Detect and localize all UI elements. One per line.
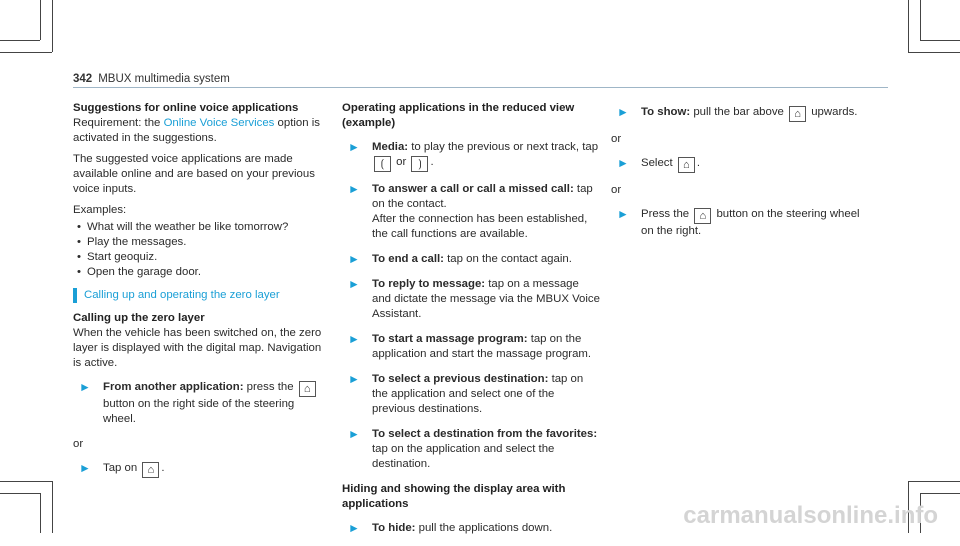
- list-item: • Start geoquiz.: [73, 250, 323, 265]
- page-number: 342: [73, 73, 93, 85]
- crop-mark: [920, 0, 921, 40]
- zero-layer-text: When the vehicle has been switched on, the zero layer is displayed with the digital map. Navigation is active.: [73, 327, 322, 369]
- examples-label: Examples:: [73, 204, 127, 216]
- or-text: or: [611, 184, 622, 196]
- page-title: MBUX multimedia system: [98, 73, 230, 85]
- heading-suggestions: Suggestions for online voice applications: [73, 102, 299, 114]
- step-item: ► To show: pull the bar above ⌂ upwards.: [617, 105, 858, 120]
- crop-mark: [0, 52, 52, 53]
- crop-mark: [40, 493, 41, 533]
- step-item: ► Select ⌂ .: [617, 156, 701, 171]
- column-right: [611, 101, 869, 249]
- arrow-bullet-icon: ►: [348, 140, 360, 154]
- examples-list: [73, 220, 323, 280]
- crop-mark: [920, 493, 960, 494]
- step-item: ► To hide: pull the applications down.: [348, 521, 553, 535]
- page-header: [73, 72, 230, 87]
- crop-mark: [40, 0, 41, 40]
- arrow-bullet-icon: ►: [617, 207, 629, 221]
- crop-mark: [52, 481, 53, 533]
- crop-mark: [908, 481, 960, 482]
- arrow-bullet-icon: ►: [348, 277, 360, 291]
- home-icon: ⌂: [142, 462, 159, 478]
- step-item: ► Press the ⌂ button on the steering wheel on the right.: [617, 207, 860, 237]
- step-item: ► To select a previous destination: tap on the application and select one of the previous destinations.: [348, 372, 584, 415]
- step-item: ► To start a massage program: tap on the application and start the massage program.: [348, 332, 592, 360]
- crop-mark: [908, 0, 909, 52]
- crop-mark: [52, 0, 53, 52]
- arrow-bullet-icon: ►: [79, 380, 91, 394]
- arrow-bullet-icon: ►: [348, 427, 360, 441]
- home-icon: ⌂: [694, 208, 711, 224]
- column-middle: [342, 101, 600, 546]
- subheading-zero-layer: Calling up the zero layer: [73, 312, 205, 324]
- crop-mark: [0, 481, 52, 482]
- crop-mark: [0, 40, 40, 41]
- column-left: [73, 101, 323, 488]
- header-rule: [73, 87, 888, 88]
- crop-mark: [908, 52, 960, 53]
- section-title: Calling up and operating the zero layer: [73, 288, 323, 303]
- heading-hiding-showing: Hiding and showing the display area with applications: [342, 483, 566, 510]
- arrow-bullet-icon: ►: [348, 252, 360, 266]
- or-text: or: [611, 133, 622, 145]
- step-item: ► To end a call: tap on the contact again.: [348, 252, 572, 266]
- arrow-bullet-icon: ►: [348, 372, 360, 386]
- list-item: • What will the weather be like tomorrow?: [73, 220, 323, 235]
- arrow-bullet-icon: ►: [617, 156, 629, 170]
- step-item: ► To answer a call or call a missed call: tap on the contact. After the connection has been established, the call functions are available.: [348, 182, 593, 240]
- list-item: • Play the messages.: [73, 235, 323, 250]
- skip-forward-icon: ⟯: [411, 156, 428, 172]
- step-item: ► Tap on ⌂ .: [79, 461, 165, 476]
- step-item: ► Media: to play the previous or next track, tap ⟮ or ⟯ .: [348, 140, 599, 170]
- requirement-text: Requirement: the Online Voice Services option is activated in the suggestions.: [73, 117, 320, 144]
- intro-text: The suggested voice applications are made available online and are based on your previous voice inputs.: [73, 153, 315, 195]
- arrow-bullet-icon: ►: [348, 182, 360, 196]
- or-text: or: [73, 438, 84, 450]
- list-item: • Open the garage door.: [73, 265, 323, 280]
- step-item: ► To select a destination from the favorites: tap on the application and select the destination.: [348, 427, 598, 470]
- online-voice-services-link: Online Voice Services: [163, 117, 275, 129]
- watermark: carmanualsonline.info: [683, 502, 938, 529]
- home-icon: ⌂: [299, 381, 316, 397]
- arrow-bullet-icon: ►: [617, 105, 629, 119]
- step-item: ► From another application: press the ⌂ button on the right side of the steering wheel.: [73, 380, 323, 427]
- step-item: ► To reply to message: tap on a message and dictate the message via the MBUX Voice Assistant.: [348, 277, 600, 320]
- arrow-bullet-icon: ►: [348, 521, 360, 535]
- heading-reduced-view: Operating applications in the reduced view (example): [342, 102, 575, 129]
- home-icon: ⌂: [678, 157, 695, 173]
- crop-mark: [920, 40, 960, 41]
- arrow-bullet-icon: ►: [79, 461, 91, 475]
- skip-back-icon: ⟮: [374, 156, 391, 172]
- crop-mark: [0, 493, 40, 494]
- arrow-bullet-icon: ►: [348, 332, 360, 346]
- home-icon: ⌂: [789, 106, 806, 122]
